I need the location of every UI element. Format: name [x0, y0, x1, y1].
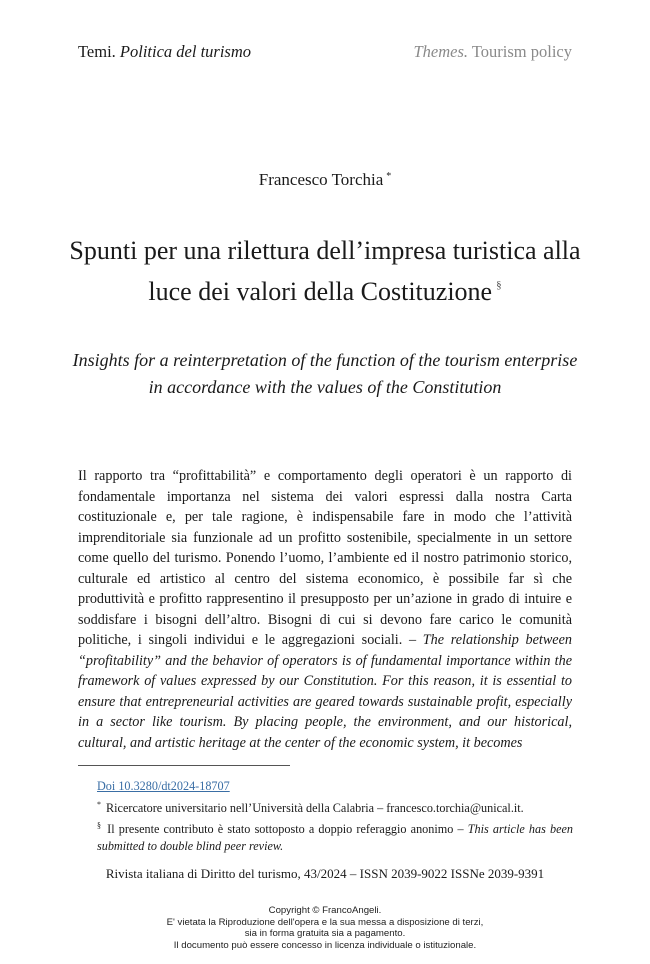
running-head-topic-en: Tourism policy: [471, 42, 572, 61]
running-head-right: [413, 42, 572, 62]
footnote-marker: *: [97, 800, 101, 809]
footnote-review: [97, 817, 573, 855]
copyright-line: E' vietata la Riproduzione dell'opera e la sua messa a disposizione di terzi,: [166, 916, 484, 928]
footnote-marker: §: [97, 821, 101, 830]
footnote-divider: [78, 765, 290, 766]
abstract-italian: Il rapporto tra “profittabilità” e comportamento degli operatori è un rapporto di fondamentale importanza nel sistema dei valori espressi dalla nostra Carta costituzionale e, per tale ragione, è indispensabile fare in modo che l’attività imprenditoriale sia funzionale ad un profitto sostenibile, specialmente in un settore come quello del turismo. Ponendo l’uomo, l’ambiente ed il nostro patrimonio storico, culturale ed artistico al centro del sistema economico, è possibile far sì che produttività e profitto rappresentino il presupposto per un’azione in grado di intuire e soddisfare i bisogni dell’altro. Bisogni di cui si devono fare carico le comunità politiche, i singoli individui e le aggregazioni sociali. –: [78, 468, 572, 648]
copyright-notice: [0, 905, 650, 951]
copyright-line: Il documento può essere concesso in licenza individuale o istituzionale.: [173, 939, 477, 951]
title-footnote-marker: §: [496, 279, 502, 291]
copyright-line: Copyright © FrancoAngeli.: [268, 905, 382, 916]
copyright-line: sia in forma gratuita sia a pagamento.: [244, 928, 406, 940]
running-head-section-en: Themes.: [413, 42, 469, 61]
title-text: Spunti per una rilettura dell’impresa turistica alla luce dei valori della Costituzione: [69, 236, 581, 306]
running-head-left: [78, 42, 251, 62]
footnote-review-english: This article has been submitted to double blind peer review.: [97, 822, 574, 853]
article-title: [60, 234, 590, 309]
footnote-review-text: Il presente contributo è stato sottoposto a doppio referaggio anonimo –: [107, 822, 464, 836]
journal-citation: Rivista italiana di Diritto del turismo, 43/2024 – ISSN 2039-9022 ISSNe 2039-9391: [105, 866, 545, 881]
footnote-affiliation-text: Ricercatore universitario nell’Università della Calabria – francesco.torchia@unical.it.: [106, 801, 524, 815]
abstract-english: The relationship between “profitability” and the behavior of operators is of fundamental importance within the framework of values expressed by our Constitution. For this reason, it is essential to ensure that entrepreneurial activities are geared towards sustainable profit, especially in a sector like tourism. By placing people, the environment, and our historical, cultural, and artistic heritage at the center of the economic system, it becomes: [78, 632, 572, 751]
author-name: Francesco Torchia: [258, 170, 384, 189]
abstract: [78, 466, 572, 753]
doi-link[interactable]: Doi 10.3280/dt2024-18707: [97, 779, 230, 793]
running-head: [78, 42, 572, 64]
running-head-topic: Politica del turismo: [119, 42, 251, 61]
footnotes: [97, 778, 573, 855]
article-subtitle: Insights for a reinterpretation of the function of the tourism enterprise in accordance with the values of the Constitution: [72, 350, 578, 397]
running-head-section: Temi.: [78, 42, 116, 61]
footnote-affiliation: [97, 796, 573, 817]
author-line: [0, 170, 650, 190]
author-footnote-marker: *: [386, 171, 392, 182]
